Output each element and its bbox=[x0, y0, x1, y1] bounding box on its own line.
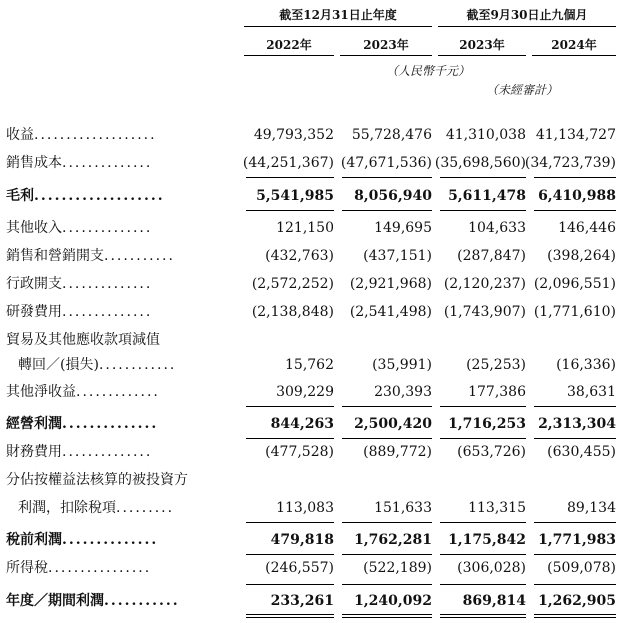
header-group2-rule bbox=[438, 26, 616, 27]
row-value-col4: 1,771,983 bbox=[538, 532, 616, 548]
row-value-col1: (2,572,252) bbox=[251, 276, 334, 292]
table-rule bbox=[342, 617, 432, 618]
row-value-col4: 89,134 bbox=[567, 500, 616, 516]
row-value-col1: 15,762 bbox=[285, 357, 334, 373]
header-group1-rule bbox=[244, 26, 432, 27]
row-value-col2: 230,393 bbox=[374, 384, 432, 400]
row-leader-dots: .............. bbox=[62, 220, 153, 236]
table-rule bbox=[342, 614, 432, 615]
row-value-col2: 149,695 bbox=[374, 220, 432, 236]
table-row bbox=[0, 382, 619, 402]
row-label bbox=[6, 558, 151, 578]
row-value-col4: 146,446 bbox=[558, 220, 616, 236]
row-leader-dots: ........... bbox=[104, 593, 180, 609]
table-rule bbox=[342, 584, 432, 585]
row-label bbox=[6, 591, 180, 611]
row-leader-dots: .............. bbox=[62, 532, 159, 548]
row-value-col4: 38,631 bbox=[567, 384, 616, 400]
table-rule bbox=[440, 584, 526, 585]
row-value-col3: 104,633 bbox=[468, 220, 526, 236]
row-value-col1: (246,557) bbox=[265, 560, 334, 576]
table-row bbox=[0, 355, 619, 375]
row-value-col1: 844,263 bbox=[270, 416, 334, 432]
header-group-year-end: 截至12月31日止年度 bbox=[279, 8, 397, 22]
row-value-col3: (35,698,560) bbox=[434, 155, 526, 171]
table-rule bbox=[440, 617, 526, 618]
header-year-2023-annual: 2023年 bbox=[363, 38, 409, 52]
row-value-col4: (398,264) bbox=[547, 248, 616, 264]
table-rule bbox=[440, 614, 526, 615]
row-leader-dots: ............ bbox=[98, 357, 177, 373]
row-value-col1: 233,261 bbox=[270, 593, 334, 609]
row-label bbox=[6, 355, 176, 375]
table-row bbox=[0, 591, 619, 611]
row-leader-dots: .............. bbox=[62, 276, 153, 292]
table-rule bbox=[342, 177, 432, 178]
row-value-col1: 121,150 bbox=[276, 220, 334, 236]
row-value-col4: (16,336) bbox=[556, 357, 616, 373]
table-rule bbox=[534, 522, 616, 523]
row-label bbox=[6, 530, 158, 550]
header-year-2024: 2024年 bbox=[551, 38, 597, 52]
header-col1-rule bbox=[244, 55, 334, 56]
header-year-2023-nine-month: 2023年 bbox=[459, 38, 505, 52]
table-rule bbox=[534, 617, 616, 618]
row-label bbox=[6, 302, 152, 322]
table-rule bbox=[534, 554, 616, 555]
table-rule bbox=[246, 177, 334, 178]
row-label-text: 稅前利潤 bbox=[6, 532, 62, 548]
row-label bbox=[6, 470, 188, 490]
table-row bbox=[0, 470, 619, 490]
row-label bbox=[6, 186, 165, 206]
row-leader-dots: ........... bbox=[104, 248, 175, 264]
table-rule bbox=[440, 522, 526, 523]
table-rule bbox=[246, 522, 334, 523]
row-value-col2: (2,921,968) bbox=[349, 276, 432, 292]
table-rule bbox=[342, 438, 432, 439]
row-value-col3: 113,315 bbox=[468, 500, 526, 516]
row-value-col3: 5,611,478 bbox=[448, 188, 526, 204]
row-label-text: 年度／期間利潤 bbox=[6, 593, 104, 609]
row-value-col1: (477,528) bbox=[265, 444, 334, 460]
table-rule bbox=[440, 438, 526, 439]
header-col3-rule bbox=[438, 55, 526, 56]
row-label bbox=[6, 218, 152, 238]
table-rule bbox=[440, 177, 526, 178]
row-label bbox=[6, 442, 152, 462]
row-value-col2: (437,151) bbox=[363, 248, 432, 264]
table-rule bbox=[534, 177, 616, 178]
table-rule bbox=[440, 210, 526, 211]
table-rule bbox=[342, 406, 432, 407]
table-row bbox=[0, 274, 619, 294]
row-value-col4: 1,262,905 bbox=[538, 593, 616, 609]
row-label-text: 所得稅 bbox=[6, 560, 48, 576]
row-label bbox=[6, 153, 152, 173]
row-value-col3: 869,814 bbox=[462, 593, 526, 609]
row-leader-dots: ......... bbox=[116, 500, 175, 516]
table-rule bbox=[534, 210, 616, 211]
row-label bbox=[6, 330, 160, 350]
table-rule bbox=[246, 584, 334, 585]
table-rule bbox=[534, 438, 616, 439]
row-value-col2: 55,728,476 bbox=[351, 127, 432, 143]
row-value-col3: (2,120,237) bbox=[443, 276, 526, 292]
row-label bbox=[6, 414, 158, 434]
table-row bbox=[0, 530, 619, 550]
row-label-text: 研發費用 bbox=[6, 304, 62, 320]
row-value-col2: 8,056,940 bbox=[354, 188, 432, 204]
row-value-col4: (1,771,610) bbox=[533, 304, 616, 320]
row-value-col1: 49,793,352 bbox=[253, 127, 334, 143]
table-rule bbox=[534, 406, 616, 407]
row-label bbox=[6, 274, 152, 294]
row-label-text: 財務費用 bbox=[6, 444, 62, 460]
row-label-text: 分佔按權益法核算的被投資方 bbox=[6, 472, 188, 488]
row-value-col3: 1,716,253 bbox=[448, 416, 526, 432]
row-label-text: 銷售成本 bbox=[6, 155, 62, 171]
row-value-col2: 1,240,092 bbox=[354, 593, 432, 609]
row-label bbox=[6, 382, 160, 402]
table-rule bbox=[246, 210, 334, 211]
row-value-col1: 5,541,985 bbox=[256, 188, 334, 204]
table-rule bbox=[534, 614, 616, 615]
row-value-col4: 2,313,304 bbox=[538, 416, 616, 432]
row-value-col1: 479,818 bbox=[270, 532, 334, 548]
row-label bbox=[6, 498, 174, 518]
table-rule bbox=[440, 554, 526, 555]
row-value-col3: 1,175,842 bbox=[448, 532, 526, 548]
row-label-text: 銷售和營銷開支 bbox=[6, 248, 104, 264]
row-value-col1: (44,251,367) bbox=[242, 155, 334, 171]
row-value-col4: 41,134,727 bbox=[535, 127, 616, 143]
row-value-col2: 1,762,281 bbox=[354, 532, 432, 548]
row-leader-dots: .............. bbox=[62, 304, 153, 320]
row-value-col2: (47,671,536) bbox=[340, 155, 432, 171]
header-col4-rule bbox=[532, 55, 616, 56]
table-rule bbox=[342, 210, 432, 211]
row-leader-dots: ............. bbox=[76, 384, 160, 400]
table-row bbox=[0, 558, 619, 578]
row-value-col2: (35,991) bbox=[372, 357, 432, 373]
table-rule bbox=[246, 617, 334, 618]
row-value-col2: 2,500,420 bbox=[354, 416, 432, 432]
row-value-col4: (630,455) bbox=[547, 444, 616, 460]
row-label-text: 其他淨收益 bbox=[6, 384, 76, 400]
row-value-col1: 113,083 bbox=[276, 500, 334, 516]
header-year-2022: 2022年 bbox=[266, 38, 312, 52]
row-label-text: 貿易及其他應收款項減值 bbox=[6, 332, 160, 348]
table-rule bbox=[342, 522, 432, 523]
table-row bbox=[0, 153, 619, 173]
table-rule bbox=[440, 406, 526, 407]
table-row bbox=[0, 186, 619, 206]
header-col2-rule bbox=[340, 55, 432, 56]
table-rule bbox=[342, 554, 432, 555]
row-leader-dots: ................ bbox=[48, 560, 152, 576]
row-label-text: 收益 bbox=[6, 127, 34, 143]
table-rule bbox=[246, 554, 334, 555]
row-leader-dots: .............. bbox=[62, 444, 153, 460]
table-row bbox=[0, 246, 619, 266]
row-leader-dots: .............. bbox=[62, 416, 159, 432]
audit-note: （未經審計） bbox=[486, 83, 559, 97]
table-rule bbox=[246, 438, 334, 439]
row-value-col3: 177,386 bbox=[468, 384, 526, 400]
row-value-col3: (1,743,907) bbox=[443, 304, 526, 320]
row-value-col3: (653,726) bbox=[457, 444, 526, 460]
row-value-col3: (287,847) bbox=[457, 248, 526, 264]
row-value-col4: 6,410,988 bbox=[538, 188, 616, 204]
row-label-text: 利潤，扣除稅項 bbox=[18, 500, 116, 516]
row-value-col2: 151,633 bbox=[374, 500, 432, 516]
row-value-col3: (306,028) bbox=[457, 560, 526, 576]
row-value-col2: (522,189) bbox=[363, 560, 432, 576]
unit-note: （人民幣千元） bbox=[386, 64, 471, 78]
table-row bbox=[0, 125, 619, 145]
row-value-col1: (432,763) bbox=[265, 248, 334, 264]
row-value-col4: (2,096,551) bbox=[533, 276, 616, 292]
row-value-col1: 309,229 bbox=[276, 384, 334, 400]
row-label-text: 經營利潤 bbox=[6, 416, 62, 432]
table-row bbox=[0, 218, 619, 238]
row-value-col4: (509,078) bbox=[547, 560, 616, 576]
row-value-col4: (34,723,739) bbox=[524, 155, 616, 171]
table-row bbox=[0, 414, 619, 434]
table-rule bbox=[534, 584, 616, 585]
row-value-col2: (2,541,498) bbox=[349, 304, 432, 320]
table-row bbox=[0, 302, 619, 322]
table-rule bbox=[246, 406, 334, 407]
row-label bbox=[6, 246, 175, 266]
table-row bbox=[0, 330, 619, 350]
row-value-col1: (2,138,848) bbox=[251, 304, 334, 320]
header-group-nine-months: 截至9月30日止九個月 bbox=[466, 8, 588, 22]
table-row bbox=[0, 498, 619, 518]
row-leader-dots: ................... bbox=[34, 127, 157, 143]
row-leader-dots: ................... bbox=[34, 188, 165, 204]
row-value-col3: (25,253) bbox=[466, 357, 526, 373]
row-leader-dots: .............. bbox=[62, 155, 153, 171]
row-label-text: 毛利 bbox=[6, 188, 34, 204]
row-label bbox=[6, 125, 157, 145]
table-rule bbox=[246, 614, 334, 615]
row-label-text: 轉回／(損失) bbox=[18, 357, 99, 373]
table-row bbox=[0, 442, 619, 462]
row-value-col3: 41,310,038 bbox=[445, 127, 526, 143]
row-label-text: 其他收入 bbox=[6, 220, 62, 236]
row-value-col2: (889,772) bbox=[363, 444, 432, 460]
row-label-text: 行政開支 bbox=[6, 276, 62, 292]
